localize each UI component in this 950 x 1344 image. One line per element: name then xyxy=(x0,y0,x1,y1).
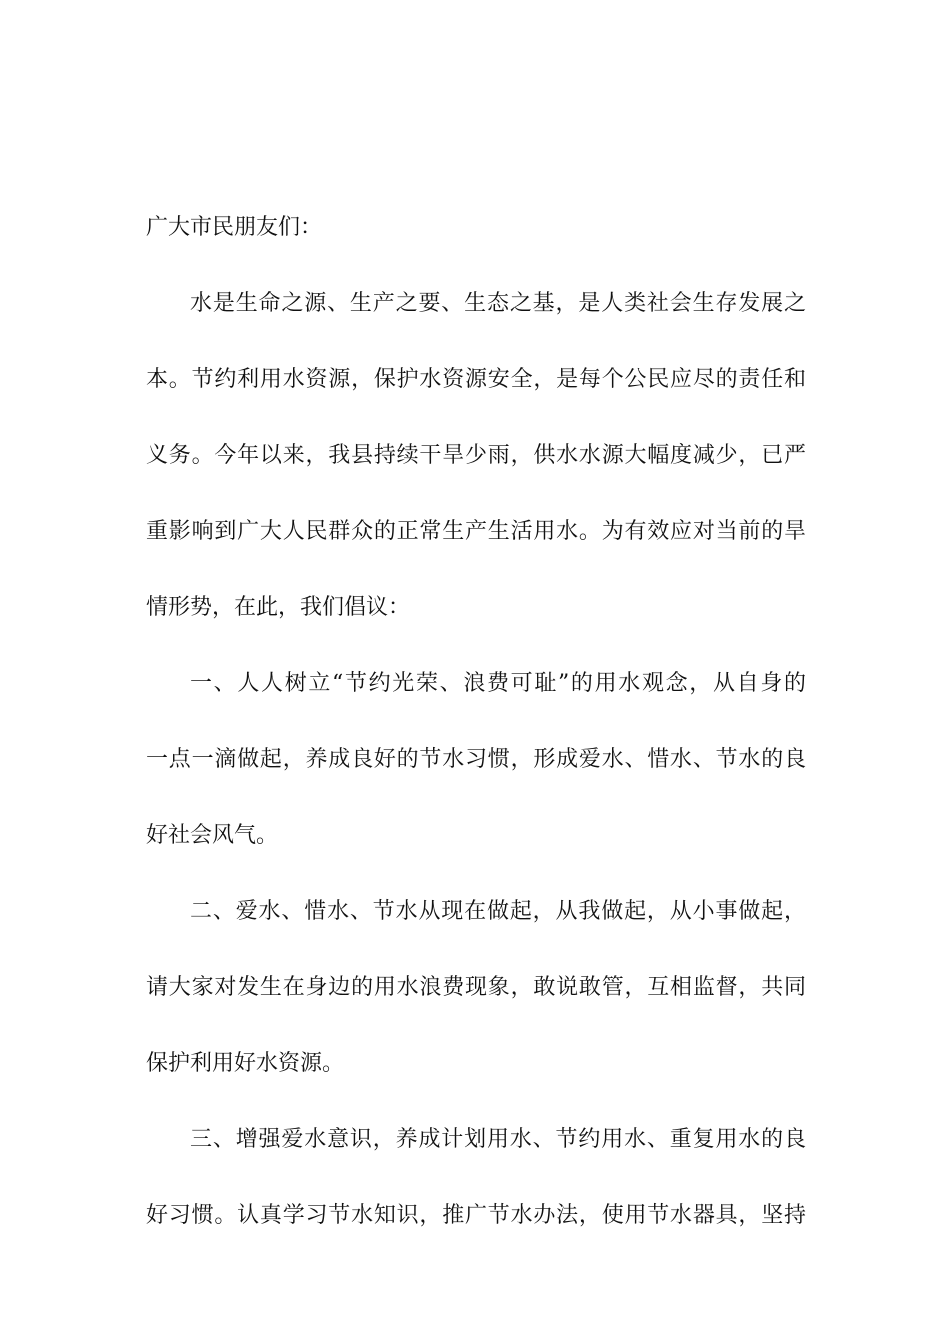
paragraph-1-line-2: 本。节约利用水资源，保护水资源安全，是每个公民应尽的责任和 xyxy=(146,367,806,392)
paragraph-3-line-1: 二、爱水、惜水、节水从现在做起，从我做起，从小事做起， xyxy=(190,899,806,924)
paragraph-4-line-1: 三、增强爱水意识，养成计划用水、节约用水、重复用水的良 xyxy=(190,1127,806,1152)
paragraph-2-line-2: 一点一滴做起，养成良好的节水习惯，形成爱水、惜水、节水的良 xyxy=(146,747,806,772)
paragraph-2-line-3: 好社会风气。 xyxy=(146,823,279,848)
paragraph-1-line-5: 情形势，在此，我们倡议： xyxy=(146,595,411,620)
paragraph-3-line-2: 请大家对发生在身边的用水浪费现象，敢说敢管，互相监督，共同 xyxy=(146,975,806,1000)
salutation: 广大市民朋友们： xyxy=(146,215,323,240)
paragraph-2-line-1: 一、人人树立“节约光荣、浪费可耻”的用水观念，从自身的 xyxy=(190,671,806,696)
paragraph-1-line-3: 义务。今年以来，我县持续干旱少雨，供水水源大幅度减少，已严 xyxy=(146,443,806,468)
paragraph-3-line-3: 保护利用好水资源。 xyxy=(146,1051,345,1076)
paragraph-1-line-1: 水是生命之源、生产之要、生态之基，是人类社会生存发展之 xyxy=(190,291,806,316)
paragraph-1-line-4: 重影响到广大人民群众的正常生产生活用水。为有效应对当前的旱 xyxy=(146,519,806,544)
paragraph-4-line-2: 好习惯。认真学习节水知识，推广节水办法，使用节水器具，坚持 xyxy=(146,1203,806,1228)
